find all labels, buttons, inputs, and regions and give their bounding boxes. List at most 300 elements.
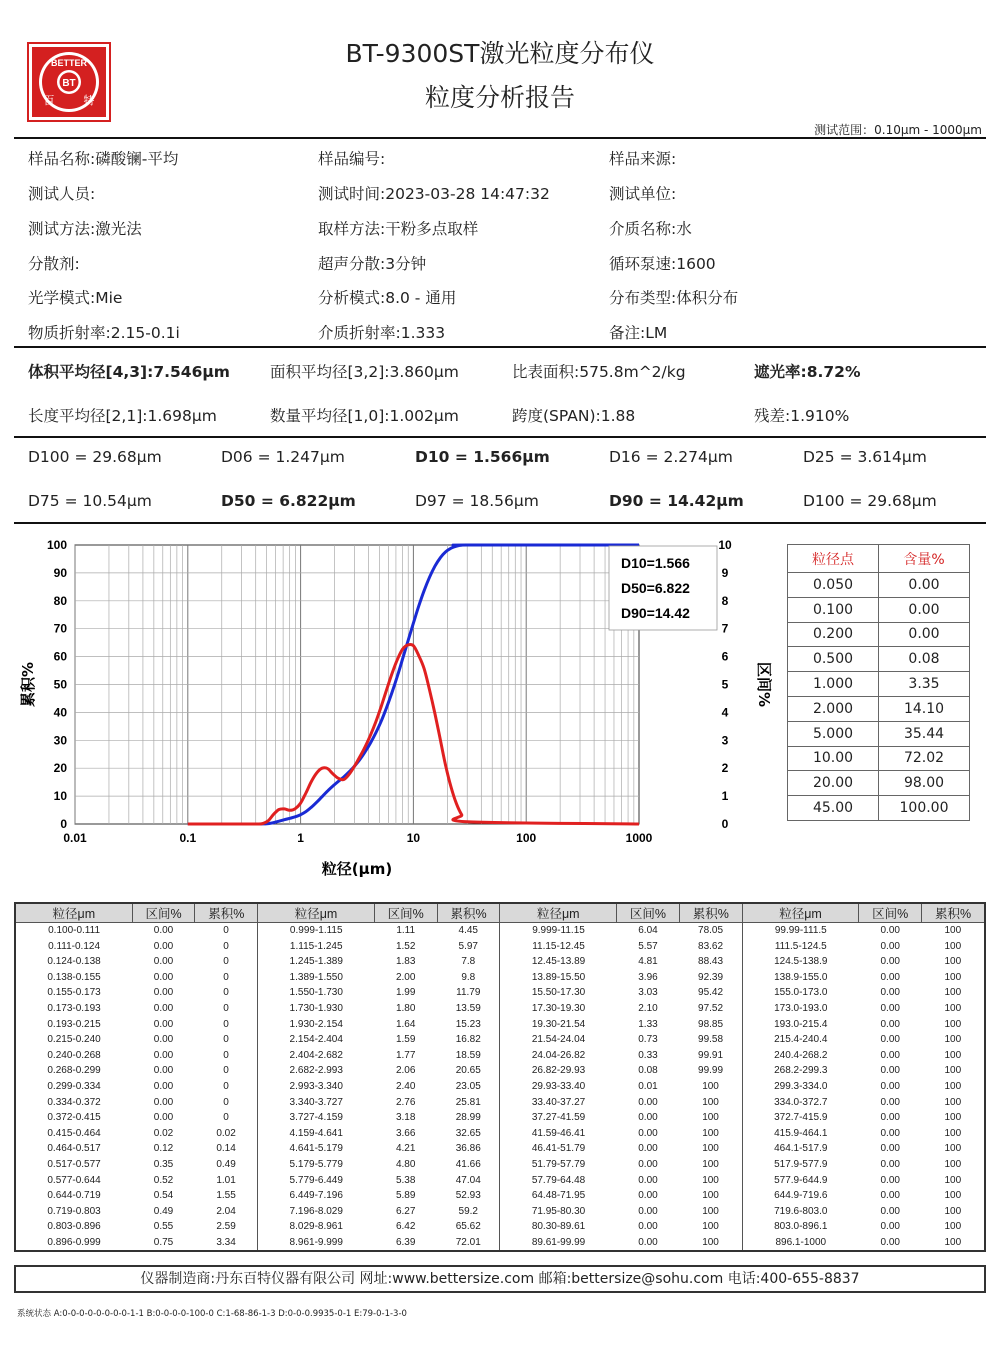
table-cell: 100: [944, 1080, 962, 1092]
info-field: 测试人员:: [28, 185, 96, 203]
table-cell: 33.40-37.27: [531, 1096, 586, 1108]
table-cell: 299.3-334.0: [774, 1080, 828, 1092]
table-row: [15, 1032, 985, 1048]
info-field: 介质折射率:1.333: [318, 324, 446, 342]
table-cell: 0: [195, 1063, 258, 1079]
y-tick-label-right: 5: [721, 677, 729, 692]
table-cell: 2.76: [395, 1096, 416, 1108]
data-table-header: 累积%: [922, 903, 985, 923]
y-tick-label-left: 70: [53, 621, 67, 636]
table-row: [788, 573, 970, 598]
stat-residual: 残差:1.910%: [754, 407, 850, 425]
table-cell: 0.00: [880, 1143, 900, 1155]
table-cell: 100: [944, 1205, 962, 1217]
table-cell: 89.61-99.99: [531, 1236, 586, 1248]
table-cell: 0.00: [638, 1127, 658, 1139]
table-cell: 1.33: [638, 1018, 658, 1030]
table-cell: 37.27-41.59: [531, 1112, 586, 1124]
table-cell: 0.00: [879, 597, 970, 622]
table-cell: 0.173-0.193: [47, 1002, 101, 1014]
table-cell: 2.00: [395, 971, 416, 983]
table-cell: 100: [944, 1174, 962, 1186]
table-cell: 0.02: [153, 1127, 174, 1139]
table-cell: 100: [944, 925, 962, 936]
table-cell: 0.896-0.999: [47, 1236, 101, 1248]
table-row: [15, 1017, 985, 1033]
table-cell: 0.00: [638, 1205, 658, 1217]
table-cell: 0.577-0.644: [47, 1174, 101, 1186]
table-cell: 8.029-8.961: [289, 1221, 343, 1233]
table-cell: 52.93: [437, 1188, 500, 1204]
table-cell: 0.52: [153, 1174, 174, 1186]
table-cell: 0.00: [880, 1112, 900, 1124]
table-cell: 2.10: [638, 1002, 658, 1014]
report-subtitle: 粒度分析报告: [424, 83, 575, 112]
table-row: [15, 1235, 985, 1252]
table-cell: 0.49: [153, 1205, 174, 1217]
chart-legend: [609, 546, 717, 630]
table-cell: 0.138-0.155: [47, 971, 101, 983]
y-tick-label-right: 9: [721, 565, 729, 580]
table-cell: 0.75: [153, 1236, 174, 1248]
table-cell: 100: [944, 1034, 962, 1046]
table-cell: 138.9-155.0: [774, 971, 828, 983]
table-cell: 0.35: [153, 1158, 174, 1170]
table-cell: 5.89: [395, 1190, 416, 1202]
table-cell: 1.930-2.154: [289, 1018, 343, 1030]
table-cell: 240.4-268.2: [774, 1049, 828, 1061]
table-row: [15, 1048, 985, 1064]
table-cell: 4.159-4.641: [289, 1127, 343, 1139]
table-row: [15, 923, 985, 939]
table-cell: 0.00: [880, 1018, 900, 1030]
table-cell: 2.06: [395, 1065, 416, 1077]
info-field: 测试时间:2023-03-28 14:47:32: [318, 185, 550, 203]
table-cell: 2.993-3.340: [289, 1080, 343, 1092]
table-cell: 0.00: [880, 1236, 900, 1248]
table-cell: 100.00: [879, 796, 970, 821]
table-cell: 0.00: [638, 1236, 658, 1248]
table-cell: 0.00: [880, 1221, 900, 1233]
data-table-header: 累积%: [195, 903, 258, 923]
table-cell: 155.0-173.0: [774, 987, 828, 999]
table-cell: 100: [944, 1143, 962, 1155]
table-cell: 0.54: [153, 1190, 174, 1202]
table-cell: 100: [679, 1157, 742, 1173]
stat-length-mean: 长度平均径[2,1]:1.698μm: [28, 407, 217, 425]
table-cell: 57.79-64.48: [531, 1174, 586, 1186]
table-cell: 0: [195, 1048, 258, 1064]
table-row: [15, 1063, 985, 1079]
table-cell: 719.6-803.0: [774, 1205, 828, 1217]
legend-entry: D90=14.42: [621, 605, 690, 621]
table-cell: 45.00: [788, 796, 879, 821]
table-cell: 100: [944, 1002, 962, 1014]
info-field: 分析模式:8.0 - 通用: [318, 289, 457, 307]
table-cell: 5.38: [395, 1174, 416, 1186]
table-cell: 11.79: [437, 985, 500, 1001]
d-value: D06 = 1.247μm: [221, 448, 345, 466]
stat-specific-surface: 比表面积:575.8m^2/kg: [512, 363, 686, 381]
d-value: D100 = 29.68μm: [28, 448, 162, 466]
table-cell: 28.99: [437, 1110, 500, 1126]
table-cell: 0.00: [880, 1096, 900, 1108]
table-cell: 0.00: [880, 1190, 900, 1202]
table-cell: 0.00: [880, 1049, 900, 1061]
table-cell: 0.124-0.138: [47, 956, 101, 968]
table-cell: 0.00: [153, 925, 174, 936]
table-cell: 0: [195, 1110, 258, 1126]
test-range: 测试范围：0.10μm - 1000μm: [814, 123, 982, 137]
table-cell: 0.268-0.299: [47, 1065, 101, 1077]
table-cell: 3.18: [395, 1112, 416, 1124]
table-row: [15, 1173, 985, 1189]
table-cell: 5.000: [788, 721, 879, 746]
data-table-header: 粒径μm: [742, 903, 859, 923]
table-cell: 4.21: [395, 1143, 416, 1155]
distribution-chart: [14, 532, 794, 888]
table-cell: 0.050: [788, 573, 879, 598]
table-cell: 15.23: [437, 1017, 500, 1033]
table-cell: 0.00: [880, 1080, 900, 1092]
y-tick-label-left: 90: [53, 565, 67, 580]
table-cell: 99.99: [679, 1063, 742, 1079]
table-cell: 100: [679, 1110, 742, 1126]
table-row: [15, 1188, 985, 1204]
data-table-header: 粒径μm: [258, 903, 375, 923]
x-tick-label: 0.1: [179, 831, 197, 845]
table-row: [15, 939, 985, 955]
divider: [14, 137, 986, 139]
table-cell: 6.39: [395, 1236, 416, 1248]
table-cell: 5.179-5.779: [289, 1158, 343, 1170]
table-cell: 18.59: [437, 1048, 500, 1064]
table-cell: 517.9-577.9: [774, 1158, 828, 1170]
system-status: 系统状态 A:0-0-0-0-0-0-0-0-1-1 B:0-0-0-0-100-0 C:1-68-86-1-3 D:0-0-0.9935-0-1 E:79-0-1-3-0: [17, 1309, 407, 1319]
info-field: 样品名称:磷酸镧-平均: [28, 150, 179, 168]
table-cell: 0.02: [195, 1126, 258, 1142]
table-cell: 4.45: [437, 923, 500, 939]
table-cell: 6.27: [395, 1205, 416, 1217]
table-cell: 0: [195, 1032, 258, 1048]
info-field: 循环泵速:1600: [609, 255, 716, 273]
table-cell: 0.01: [638, 1080, 658, 1092]
table-cell: 23.05: [437, 1079, 500, 1095]
d-value: D100 = 29.68μm: [803, 492, 937, 510]
table-cell: 11.15-12.45: [532, 940, 585, 952]
table-row: [15, 1204, 985, 1220]
info-field: 备注:LM: [609, 324, 668, 342]
table-cell: 0.00: [880, 1034, 900, 1046]
table-cell: 0.00: [880, 1127, 900, 1139]
table-cell: 12.45-13.89: [531, 956, 586, 968]
stat-volume-mean: 体积平均径[4,3]:7.546μm: [28, 363, 230, 381]
table-cell: 0.12: [153, 1143, 174, 1155]
table-cell: 1.11: [396, 925, 416, 936]
table-cell: 100: [944, 1112, 962, 1124]
table-cell: 99.91: [679, 1048, 742, 1064]
table-cell: 13.89-15.50: [531, 971, 586, 983]
table-cell: 0.00: [880, 1174, 900, 1186]
svg-text:百: 百: [43, 94, 55, 107]
table-cell: 100: [679, 1219, 742, 1235]
table-cell: 0.00: [153, 1002, 174, 1014]
table-cell: 80.30-89.61: [531, 1221, 586, 1233]
table-cell: 19.30-21.54: [531, 1018, 586, 1030]
table-cell: 9.8: [437, 970, 500, 986]
table-cell: 100: [944, 971, 962, 983]
table-row: [15, 985, 985, 1001]
table-cell: 0.500: [788, 647, 879, 672]
table-cell: 0.00: [638, 1174, 658, 1186]
table-cell: 0.200: [788, 622, 879, 647]
table-cell: 0.999-1.115: [289, 925, 343, 936]
table-cell: 0.00: [638, 1112, 658, 1124]
table-cell: 99.58: [679, 1032, 742, 1048]
x-tick-label: 0.01: [63, 831, 87, 845]
y-tick-label-right: 7: [721, 621, 729, 636]
table-row: [15, 1126, 985, 1142]
y-tick-label-right: 8: [721, 593, 729, 608]
table-cell: 1.389-1.550: [289, 971, 343, 983]
table-cell: 0.00: [880, 1065, 900, 1077]
info-field: 取样方法:干粉多点取样: [318, 220, 479, 238]
d-value: D75 = 10.54μm: [28, 492, 152, 510]
table-cell: 64.48-71.95: [531, 1190, 586, 1202]
table-row: [15, 954, 985, 970]
table-cell: 0.49: [195, 1157, 258, 1173]
table-cell: 0.00: [153, 1018, 174, 1030]
table-row: [15, 1219, 985, 1235]
table-row: [788, 746, 970, 771]
table-cell: 100: [944, 1127, 962, 1139]
table-cell: 0.00: [153, 1096, 174, 1108]
table-row: [15, 1001, 985, 1017]
table-cell: 644.9-719.6: [774, 1190, 828, 1202]
table-cell: 100: [944, 1096, 962, 1108]
table-cell: 100: [679, 1126, 742, 1142]
table-cell: 0.193-0.215: [47, 1018, 101, 1030]
table-cell: 59.2: [437, 1204, 500, 1220]
table-cell: 0.00: [638, 1190, 658, 1202]
table-cell: 1.64: [395, 1018, 416, 1030]
table-cell: 8.961-9.999: [289, 1236, 343, 1248]
table-cell: 215.4-240.4: [774, 1034, 828, 1046]
table-cell: 29.93-33.40: [531, 1080, 586, 1092]
table-cell: 16.82: [437, 1032, 500, 1048]
table-cell: 193.0-215.4: [774, 1018, 828, 1030]
table-cell: 0.08: [638, 1065, 658, 1077]
table-cell: 334.0-372.7: [774, 1096, 828, 1108]
table-cell: 0.00: [153, 987, 174, 999]
table-cell: 0: [195, 1001, 258, 1017]
table-cell: 100: [944, 987, 962, 999]
table-cell: 173.0-193.0: [774, 1002, 828, 1014]
table-cell: 100: [679, 1095, 742, 1111]
info-field: 介质名称:水: [609, 220, 692, 238]
table-row: [788, 721, 970, 746]
table-cell: 5.57: [638, 940, 658, 952]
table-cell: 0.00: [153, 1065, 174, 1077]
table-cell: 7.8: [437, 954, 500, 970]
table-cell: 0: [195, 1095, 258, 1111]
y-axis-label-right: 区间%: [755, 661, 773, 708]
table-cell: 6.42: [395, 1221, 416, 1233]
table-cell: 36.86: [437, 1141, 500, 1157]
table-cell: 0.55: [153, 1221, 174, 1233]
table-cell: 3.96: [638, 971, 658, 983]
table-cell: 0.334-0.372: [47, 1096, 101, 1108]
table-cell: 0.00: [638, 1158, 658, 1170]
table-cell: 4.641-5.179: [289, 1143, 343, 1155]
table-cell: 20.00: [788, 771, 879, 796]
data-table-header: 累积%: [679, 903, 742, 923]
table-cell: 1.99: [395, 987, 416, 999]
table-cell: 78.05: [679, 923, 742, 939]
table-cell: 0.372-0.415: [47, 1112, 101, 1124]
table-cell: 0.719-0.803: [47, 1205, 101, 1217]
table-cell: 2.404-2.682: [289, 1049, 343, 1061]
table-cell: 5.97: [437, 939, 500, 955]
data-table-header: 累积%: [437, 903, 500, 923]
y-tick-label-right: 10: [718, 538, 732, 552]
info-field: 光学模式:Mie: [28, 289, 123, 307]
d-value: D16 = 2.274μm: [609, 448, 733, 466]
svg-text:特: 特: [83, 94, 95, 107]
y-tick-label-left: 40: [53, 705, 67, 720]
table-cell: 7.196-8.029: [289, 1205, 343, 1217]
table-cell: 100: [679, 1141, 742, 1157]
y-tick-label-left: 30: [53, 733, 67, 748]
info-field: 分布类型:体积分布: [609, 289, 739, 307]
data-table-header: 区间%: [132, 903, 195, 923]
table-cell: 100: [944, 940, 962, 952]
x-tick-label: 100: [516, 831, 537, 845]
x-axis-label: 粒径(μm): [321, 860, 393, 878]
table-cell: 0.00: [638, 1096, 658, 1108]
y-tick-label-right: 4: [721, 705, 729, 720]
info-field: 测试单位:: [609, 185, 677, 203]
table-cell: 2.04: [195, 1204, 258, 1220]
table-cell: 26.82-29.93: [531, 1065, 586, 1077]
manufacturer-footer: 仪器制造商:丹东百特仪器有限公司 网址:www.bettersize.com 邮箱:bettersize@sohu.com 电话:400-655-8837: [14, 1265, 986, 1293]
table-row: [15, 1095, 985, 1111]
table-cell: 4.81: [638, 956, 658, 968]
table-cell: 97.52: [679, 1001, 742, 1017]
table-cell: 24.04-26.82: [531, 1049, 586, 1061]
table-cell: 0.00: [880, 987, 900, 999]
table-cell: 13.59: [437, 1001, 500, 1017]
table-cell: 4.80: [395, 1158, 416, 1170]
table-cell: 0.240-0.268: [47, 1049, 101, 1061]
table-cell: 464.1-517.9: [774, 1143, 828, 1155]
table-cell: 803.0-896.1: [774, 1221, 828, 1233]
table-cell: 32.65: [437, 1126, 500, 1142]
table-cell: 100: [679, 1079, 742, 1095]
table-cell: 35.44: [879, 721, 970, 746]
table-cell: 3.340-3.727: [289, 1096, 343, 1108]
table-cell: 1.59: [395, 1034, 416, 1046]
table-cell: 0.00: [880, 925, 900, 936]
table-cell: 415.9-464.1: [774, 1127, 828, 1139]
size-point-table: [787, 544, 970, 821]
y-tick-label-left: 0: [60, 817, 67, 831]
divider: [14, 436, 986, 438]
divider: [14, 522, 986, 524]
table-cell: 51.79-57.79: [531, 1158, 586, 1170]
table-cell: 0: [195, 923, 258, 939]
y-tick-label-right: 1: [721, 789, 729, 804]
table-cell: 95.42: [679, 985, 742, 1001]
table-cell: 2.40: [395, 1080, 416, 1092]
point-table-header: 粒径点: [788, 545, 879, 573]
table-cell: 1.115-1.245: [289, 940, 343, 952]
table-row: [788, 647, 970, 672]
info-field: 分散剂:: [28, 255, 80, 273]
table-cell: 100: [944, 1221, 962, 1233]
distribution-data-table: [14, 902, 986, 1252]
table-cell: 100: [679, 1204, 742, 1220]
table-cell: 100: [679, 1188, 742, 1204]
table-cell: 0.00: [880, 1205, 900, 1217]
table-cell: 0: [195, 1079, 258, 1095]
table-cell: 0.00: [880, 940, 900, 952]
table-cell: 3.03: [638, 987, 658, 999]
table-cell: 0.644-0.719: [47, 1190, 101, 1202]
table-cell: 1.730-1.930: [289, 1002, 343, 1014]
data-table-header: 粒径μm: [15, 903, 132, 923]
table-row: [788, 696, 970, 721]
table-cell: 0.00: [153, 940, 174, 952]
table-cell: 20.65: [437, 1063, 500, 1079]
table-cell: 41.66: [437, 1157, 500, 1173]
table-cell: 3.34: [195, 1235, 258, 1252]
stat-area-mean: 面积平均径[3,2]:3.860μm: [270, 363, 459, 381]
x-tick-label: 1: [297, 831, 304, 845]
info-field: 样品编号:: [318, 150, 386, 168]
table-cell: 0.73: [638, 1034, 658, 1046]
table-cell: 83.62: [679, 939, 742, 955]
table-cell: 1.01: [195, 1173, 258, 1189]
table-row: [788, 796, 970, 821]
table-cell: 1.55: [195, 1188, 258, 1204]
table-cell: 6.449-7.196: [289, 1190, 343, 1202]
table-cell: 2.154-2.404: [289, 1034, 343, 1046]
table-cell: 14.10: [879, 696, 970, 721]
table-cell: 1.000: [788, 672, 879, 697]
table-cell: 17.30-19.30: [531, 1002, 586, 1014]
info-field: 超声分散:3分钟: [318, 255, 427, 273]
table-cell: 124.5-138.9: [774, 956, 828, 968]
d-value: D25 = 3.614μm: [803, 448, 927, 466]
report-title: BT-9300ST激光粒度分布仪: [345, 39, 655, 68]
table-cell: 0.00: [880, 971, 900, 983]
table-row: [15, 1110, 985, 1126]
table-cell: 100: [944, 1158, 962, 1170]
table-cell: 0.299-0.334: [47, 1080, 101, 1092]
table-cell: 0.464-0.517: [47, 1143, 101, 1155]
legend-entry: D10=1.566: [621, 555, 690, 571]
table-cell: 3.727-4.159: [289, 1112, 343, 1124]
stat-number-mean: 数量平均径[1,0]:1.002μm: [270, 407, 459, 425]
table-row: [15, 1157, 985, 1173]
table-cell: 0: [195, 954, 258, 970]
table-cell: 0.100: [788, 597, 879, 622]
table-cell: 3.66: [395, 1127, 416, 1139]
table-cell: 21.54-24.04: [531, 1034, 586, 1046]
data-table-header: 区间%: [617, 903, 680, 923]
svg-text:BETTER: BETTER: [51, 58, 87, 68]
